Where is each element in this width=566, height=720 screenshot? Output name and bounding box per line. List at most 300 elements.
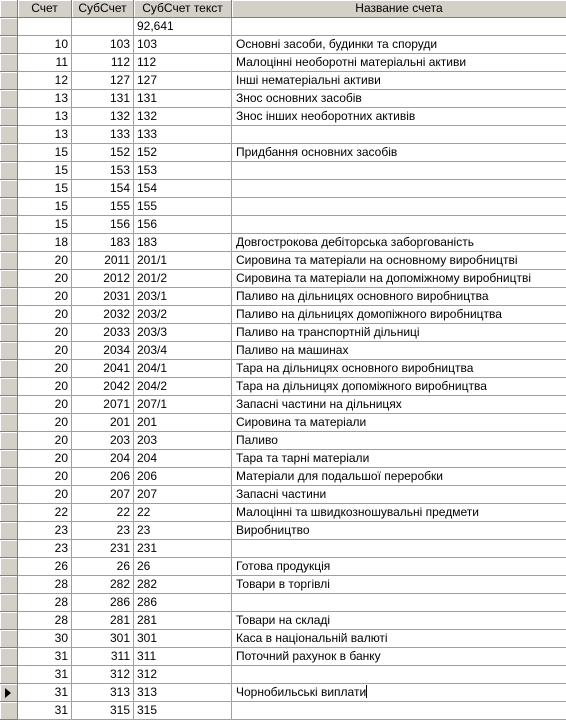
cell-subschet-text[interactable] [134, 324, 232, 342]
cell-account-name[interactable] [232, 684, 566, 702]
cell-schet[interactable] [18, 702, 72, 720]
cell-account-name[interactable] [232, 216, 566, 234]
table-row[interactable] [0, 486, 566, 504]
cell-schet-text: 28 [54, 595, 68, 609]
cell-account-name[interactable] [232, 558, 566, 576]
row-selector[interactable] [0, 180, 18, 198]
cell-subschet[interactable] [72, 612, 134, 630]
cell-subschet-text[interactable] [134, 72, 232, 90]
table-row[interactable] [0, 180, 566, 198]
cell-account-name[interactable] [232, 522, 566, 540]
cell-subschet-text[interactable] [134, 432, 232, 450]
cell-subschet[interactable] [72, 108, 134, 126]
table-row[interactable] [0, 702, 566, 720]
cell-account-name[interactable] [232, 324, 566, 342]
cell-subschet[interactable] [72, 288, 134, 306]
cell-account-name-text: Чорнобильські виплати [236, 685, 367, 699]
row-selector[interactable] [0, 468, 18, 486]
cell-schet[interactable] [18, 198, 72, 216]
cell-subschet-text-text: 311 [137, 649, 157, 663]
cell-schet[interactable] [18, 576, 72, 594]
cell-schet[interactable] [18, 360, 72, 378]
cell-schet-text: 13 [54, 91, 68, 105]
cell-account-name-text: Основні засоби, будинки та споруди [236, 37, 438, 51]
cell-schet-text: 20 [54, 433, 68, 447]
column-header-schet[interactable]: Счет [18, 0, 72, 18]
row-selector[interactable] [0, 450, 18, 468]
cell-subschet[interactable] [72, 486, 134, 504]
cell-schet[interactable] [18, 252, 72, 270]
cell-account-name[interactable] [232, 252, 566, 270]
cell-subschet-text: 132 [109, 109, 130, 123]
row-selector[interactable] [0, 360, 18, 378]
cell-subschet-text-text: 204/1 [137, 361, 168, 375]
cell-subschet-text: 2012 [103, 271, 130, 285]
cell-schet[interactable] [18, 54, 72, 72]
cell-schet[interactable] [18, 486, 72, 504]
cell-subschet[interactable] [72, 36, 134, 54]
table-row[interactable] [0, 252, 566, 270]
row-selector[interactable] [0, 540, 18, 558]
cell-subschet-text-text: 312 [137, 667, 158, 681]
cell-schet[interactable] [18, 558, 72, 576]
cell-schet-text: 22 [54, 505, 68, 519]
cell-schet[interactable] [18, 216, 72, 234]
cell-schet[interactable] [18, 504, 72, 522]
row-selector[interactable] [0, 90, 18, 108]
cell-subschet-text[interactable] [134, 360, 232, 378]
table-row[interactable] [0, 360, 566, 378]
cell-subschet-text[interactable] [134, 612, 232, 630]
cell-account-name-text: Товари в торгівлі [236, 577, 330, 591]
cell-subschet-text[interactable] [134, 306, 232, 324]
cell-subschet[interactable] [72, 594, 134, 612]
cell-schet-text: 20 [54, 469, 68, 483]
cell-subschet-text[interactable] [134, 702, 232, 720]
cell-account-name[interactable] [232, 540, 566, 558]
cell-subschet[interactable] [72, 342, 134, 360]
cell-account-name[interactable] [232, 486, 566, 504]
cell-subschet-text[interactable] [134, 576, 232, 594]
cell-subschet-text[interactable] [134, 36, 232, 54]
cell-account-name[interactable] [232, 108, 566, 126]
cell-account-name-text: Поточний рахунок в банку [236, 649, 381, 663]
cell-account-name[interactable] [232, 594, 566, 612]
cell-subschet-text-text: 281 [137, 613, 158, 627]
cell-subschet-text-text: 152 [137, 145, 158, 159]
cell-subschet[interactable] [72, 234, 134, 252]
row-selector[interactable] [0, 504, 18, 522]
cell-subschet[interactable] [72, 414, 134, 432]
cell-schet-text: 15 [54, 163, 68, 177]
row-selector[interactable] [0, 108, 18, 126]
cell-account-name[interactable] [232, 432, 566, 450]
cell-subschet[interactable] [72, 252, 134, 270]
cell-subschet[interactable] [72, 432, 134, 450]
row-selector[interactable] [0, 216, 18, 234]
row-selector[interactable] [0, 270, 18, 288]
cell-subschet-text[interactable] [134, 558, 232, 576]
table-row[interactable] [0, 54, 566, 72]
cell-subschet-text[interactable] [134, 666, 232, 684]
cell-subschet[interactable] [72, 144, 134, 162]
row-selector[interactable] [0, 198, 18, 216]
cell-schet[interactable] [18, 432, 72, 450]
cell-subschet-text-text: 204/2 [137, 379, 168, 393]
cell-schet[interactable] [18, 162, 72, 180]
cell-account-name[interactable] [232, 72, 566, 90]
row-selector[interactable] [0, 630, 18, 648]
cell-subschet[interactable] [72, 162, 134, 180]
cell-schet[interactable] [18, 648, 72, 666]
row-selector[interactable] [0, 396, 18, 414]
row-selector[interactable] [0, 576, 18, 594]
table-row[interactable] [0, 630, 566, 648]
cell-schet[interactable] [18, 468, 72, 486]
cell-account-name-text: Паливо на дільницях домопіжного виробництва [236, 307, 502, 321]
cell-schet-text: 20 [54, 343, 68, 357]
table-row[interactable] [0, 612, 566, 630]
cell-schet-text: 20 [54, 379, 68, 393]
cell-subschet-text[interactable] [134, 378, 232, 396]
cell-subschet-text: 286 [109, 595, 130, 609]
cell-subschet-text[interactable] [134, 18, 232, 36]
row-selector[interactable] [0, 252, 18, 270]
cell-account-name[interactable] [232, 234, 566, 252]
cell-schet[interactable] [18, 18, 72, 36]
row-selector[interactable] [0, 486, 18, 504]
table-row[interactable] [0, 450, 566, 468]
cell-subschet-text[interactable] [134, 684, 232, 702]
table-row[interactable] [0, 594, 566, 612]
cell-schet[interactable] [18, 90, 72, 108]
row-selector[interactable] [0, 702, 18, 720]
row-selector[interactable] [0, 594, 18, 612]
cell-account-name[interactable] [232, 288, 566, 306]
table-row[interactable] [0, 576, 566, 594]
row-selector[interactable] [0, 414, 18, 432]
cell-account-name[interactable] [232, 144, 566, 162]
row-selector[interactable] [0, 432, 18, 450]
table-row[interactable] [0, 126, 566, 144]
cell-subschet[interactable] [72, 324, 134, 342]
cell-subschet-text-text: 207 [137, 487, 158, 501]
cell-schet-text: 30 [54, 631, 68, 645]
table-row[interactable] [0, 342, 566, 360]
cell-account-name[interactable] [232, 612, 566, 630]
cell-subschet[interactable] [72, 180, 134, 198]
cell-subschet[interactable] [72, 72, 134, 90]
cell-subschet-text: 201 [109, 415, 130, 429]
cell-schet[interactable] [18, 630, 72, 648]
cell-account-name[interactable] [232, 306, 566, 324]
cell-subschet-text-text: 154 [137, 181, 158, 195]
row-selector[interactable] [0, 288, 18, 306]
cell-account-name-text: Виробництво [236, 523, 310, 537]
cell-subschet-text[interactable] [134, 594, 232, 612]
cell-schet-text: 20 [54, 271, 68, 285]
cell-account-name[interactable] [232, 198, 566, 216]
cell-schet[interactable] [18, 72, 72, 90]
table-row[interactable] [0, 162, 566, 180]
cell-subschet[interactable] [72, 126, 134, 144]
table-row[interactable] [0, 72, 566, 90]
cell-account-name[interactable] [232, 468, 566, 486]
row-selector[interactable] [0, 342, 18, 360]
cell-schet[interactable] [18, 612, 72, 630]
row-selector[interactable] [0, 36, 18, 54]
cell-subschet-text[interactable] [134, 396, 232, 414]
cell-schet[interactable] [18, 126, 72, 144]
cell-subschet[interactable] [72, 270, 134, 288]
row-selector[interactable] [0, 324, 18, 342]
row-selector[interactable] [0, 666, 18, 684]
cell-subschet[interactable] [72, 666, 134, 684]
row-selector[interactable] [0, 126, 18, 144]
cell-account-name[interactable] [232, 18, 566, 36]
cell-subschet-text: 313 [109, 685, 130, 699]
cell-schet[interactable] [18, 234, 72, 252]
table-row[interactable] [0, 666, 566, 684]
cell-subschet[interactable] [72, 702, 134, 720]
cell-subschet-text[interactable] [134, 504, 232, 522]
cell-account-name-text: Тара та тарні матеріали [236, 451, 370, 465]
cell-subschet-text[interactable] [134, 108, 232, 126]
table-row[interactable] [0, 396, 566, 414]
cell-account-name-text: Сировина та матеріали [236, 415, 367, 429]
cell-subschet-text[interactable] [134, 90, 232, 108]
cell-schet-text: 26 [54, 559, 68, 573]
table-row[interactable] [0, 468, 566, 486]
cell-schet[interactable] [18, 324, 72, 342]
row-selector[interactable] [0, 612, 18, 630]
table-row[interactable] [0, 414, 566, 432]
cell-schet[interactable] [18, 666, 72, 684]
row-selector[interactable] [0, 54, 18, 72]
cell-account-name[interactable] [232, 396, 566, 414]
table-row[interactable] [0, 198, 566, 216]
cell-subschet-text[interactable] [134, 522, 232, 540]
cell-subschet-text-text: 203/4 [137, 343, 168, 357]
cell-schet-text: 31 [54, 703, 68, 717]
row-selector[interactable] [0, 306, 18, 324]
cell-subschet-text[interactable] [134, 216, 232, 234]
table-row[interactable] [0, 234, 566, 252]
table-row[interactable] [0, 558, 566, 576]
cell-subschet[interactable] [72, 306, 134, 324]
cell-subschet[interactable] [72, 576, 134, 594]
summary-row[interactable] [0, 18, 566, 36]
table-row[interactable] [0, 90, 566, 108]
cell-schet-text: 13 [54, 127, 68, 141]
table-row[interactable] [0, 288, 566, 306]
cell-subschet-text[interactable] [134, 234, 232, 252]
cell-subschet[interactable] [72, 540, 134, 558]
select-all-corner[interactable] [0, 0, 18, 18]
cell-schet[interactable] [18, 540, 72, 558]
column-header-subschet[interactable]: СубСчет [72, 0, 134, 18]
table-row[interactable] [0, 522, 566, 540]
cell-schet[interactable] [18, 450, 72, 468]
column-header-account-name[interactable]: Название счета [232, 0, 566, 18]
row-selector[interactable] [0, 18, 18, 36]
table-row[interactable] [0, 216, 566, 234]
cell-account-name-text: Тара на дільницях основного виробництва [236, 361, 474, 375]
cell-schet[interactable] [18, 306, 72, 324]
cell-subschet[interactable] [72, 558, 134, 576]
cell-subschet-text: 153 [109, 163, 130, 177]
cell-schet[interactable] [18, 288, 72, 306]
table-row[interactable] [0, 108, 566, 126]
cell-subschet[interactable] [72, 684, 134, 702]
cell-subschet-text[interactable] [134, 540, 232, 558]
cell-subschet[interactable] [72, 396, 134, 414]
cell-subschet-text-text: 282 [137, 577, 158, 591]
cell-schet[interactable] [18, 396, 72, 414]
row-selector[interactable] [0, 378, 18, 396]
cell-account-name-text: Запасні частини на дільницях [236, 397, 402, 411]
cell-subschet-text[interactable] [134, 630, 232, 648]
cell-schet[interactable] [18, 36, 72, 54]
cell-schet[interactable] [18, 414, 72, 432]
row-selector[interactable] [0, 648, 18, 666]
row-selector[interactable] [0, 558, 18, 576]
cell-subschet-text[interactable] [134, 126, 232, 144]
cell-schet[interactable] [18, 594, 72, 612]
cell-subschet-text[interactable] [134, 648, 232, 666]
cell-subschet-text[interactable] [134, 414, 232, 432]
cell-account-name[interactable] [232, 378, 566, 396]
row-selector[interactable] [0, 522, 18, 540]
cell-subschet-text[interactable] [134, 450, 232, 468]
table-row[interactable] [0, 144, 566, 162]
cell-schet-text: 20 [54, 361, 68, 375]
cell-account-name-text: Матеріали для подальшої переробки [236, 469, 443, 483]
cell-account-name[interactable] [232, 180, 566, 198]
cell-account-name[interactable] [232, 90, 566, 108]
cell-subschet-text[interactable] [134, 180, 232, 198]
cell-subschet-text-text: 315 [137, 703, 158, 717]
cell-subschet[interactable] [72, 648, 134, 666]
table-row[interactable] [0, 540, 566, 558]
table-row[interactable] [0, 378, 566, 396]
cell-schet-text: 15 [54, 145, 68, 159]
table-row[interactable] [0, 36, 566, 54]
cell-subschet[interactable] [72, 378, 134, 396]
table-row[interactable] [0, 270, 566, 288]
cell-subschet[interactable] [72, 360, 134, 378]
cell-account-name[interactable] [232, 414, 566, 432]
row-selector[interactable] [0, 684, 18, 702]
cell-account-name[interactable] [232, 360, 566, 378]
cell-subschet[interactable] [72, 504, 134, 522]
cell-schet[interactable] [18, 270, 72, 288]
cell-schet[interactable] [18, 522, 72, 540]
cell-subschet-text[interactable] [134, 342, 232, 360]
cell-subschet[interactable] [72, 54, 134, 72]
cell-subschet-text[interactable] [134, 288, 232, 306]
cell-subschet[interactable] [72, 630, 134, 648]
cell-subschet-text[interactable] [134, 198, 232, 216]
cell-subschet-text[interactable] [134, 252, 232, 270]
cell-schet[interactable] [18, 144, 72, 162]
cell-subschet-text: 311 [110, 649, 130, 663]
cell-subschet[interactable] [72, 216, 134, 234]
table-row[interactable] [0, 324, 566, 342]
cell-schet[interactable] [18, 108, 72, 126]
row-selector[interactable] [0, 144, 18, 162]
cell-account-name[interactable] [232, 702, 566, 720]
cell-account-name[interactable] [232, 630, 566, 648]
cell-account-name[interactable] [232, 450, 566, 468]
cell-account-name[interactable] [232, 504, 566, 522]
cell-subschet-text[interactable] [134, 270, 232, 288]
row-selector[interactable] [0, 234, 18, 252]
column-header-subschet-text[interactable]: СубСчет текст [134, 0, 232, 18]
cell-account-name[interactable] [232, 126, 566, 144]
cell-schet-text: 31 [54, 685, 68, 699]
cell-subschet-text-text: 204 [137, 451, 158, 465]
row-selector[interactable] [0, 72, 18, 90]
cell-schet-text: 20 [54, 289, 68, 303]
cell-account-name[interactable] [232, 162, 566, 180]
cell-schet[interactable] [18, 180, 72, 198]
cell-subschet-text: 2032 [103, 307, 130, 321]
table-row[interactable] [0, 648, 566, 666]
table-row[interactable] [0, 684, 566, 702]
cell-subschet-text: 131 [109, 91, 130, 105]
cell-schet[interactable] [18, 342, 72, 360]
cell-account-name[interactable] [232, 666, 566, 684]
cell-subschet-text[interactable] [134, 144, 232, 162]
cell-subschet[interactable] [72, 522, 134, 540]
cell-schet[interactable] [18, 684, 72, 702]
cell-account-name[interactable] [232, 576, 566, 594]
cell-subschet-text[interactable] [134, 468, 232, 486]
cell-subschet[interactable] [72, 450, 134, 468]
cell-subschet[interactable] [72, 468, 134, 486]
table-row[interactable] [0, 432, 566, 450]
cell-schet-text: 28 [54, 577, 68, 591]
row-selector[interactable] [0, 162, 18, 180]
cell-subschet-text: 231 [109, 541, 130, 555]
cell-subschet-text[interactable] [134, 54, 232, 72]
cell-subschet-text-text: 23 [137, 523, 151, 537]
cell-subschet-text[interactable] [134, 486, 232, 504]
cell-account-name[interactable] [232, 270, 566, 288]
cell-account-name-text: Паливо [236, 433, 278, 447]
cell-account-name[interactable] [232, 54, 566, 72]
cell-schet[interactable] [18, 378, 72, 396]
cell-account-name[interactable] [232, 648, 566, 666]
cell-subschet[interactable] [72, 90, 134, 108]
cell-subschet[interactable] [72, 18, 134, 36]
cell-schet-text: 23 [54, 523, 68, 537]
cell-account-name[interactable] [232, 342, 566, 360]
table-row[interactable] [0, 306, 566, 324]
cell-schet-text: 28 [54, 613, 68, 627]
table-row[interactable] [0, 504, 566, 522]
cell-subschet-text: 282 [109, 577, 130, 591]
cell-subschet-text-text: 206 [137, 469, 158, 483]
cell-account-name-text: Паливо на транспортній дільниці [236, 325, 420, 339]
cell-subschet-text: 312 [109, 667, 130, 681]
cell-account-name-text: Паливо на дільницях основного виробництва [236, 289, 489, 303]
cell-account-name[interactable] [232, 36, 566, 54]
cell-subschet[interactable] [72, 198, 134, 216]
cell-subschet-text[interactable] [134, 162, 232, 180]
cell-subschet-text-text: 131 [137, 91, 158, 105]
